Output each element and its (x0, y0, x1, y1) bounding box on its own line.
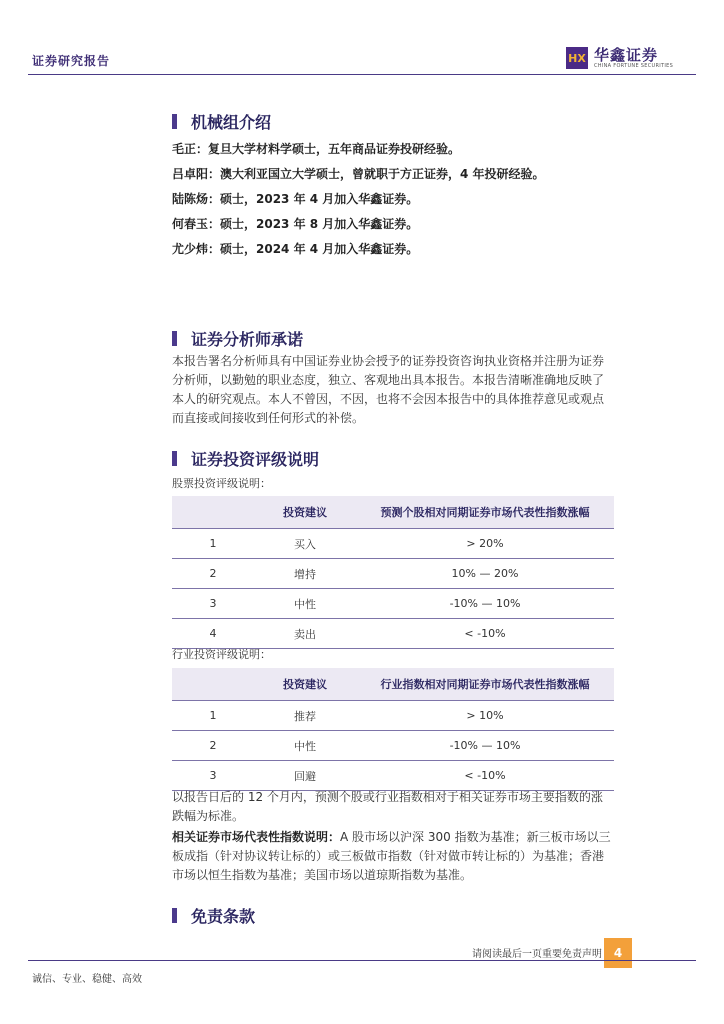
table-cell: < -10% (356, 619, 614, 649)
table-row (172, 589, 614, 619)
index-description-text: A 股市场以沪深 300 指数为基准；新三板市场以三板成指（针对协议转让标的）或三板做市指数（针对做市转让标的）为基准；香港市场以恒生指数为基准；美国市场以道琼斯指数为基准。 (172, 830, 611, 882)
footer-motto: 诚信、专业、稳健、高效 (32, 974, 142, 985)
table-row (172, 559, 614, 589)
table-row (172, 731, 614, 761)
table-header-cell (172, 496, 254, 529)
industry-rating-table (172, 668, 614, 791)
table-row (172, 529, 614, 559)
table-cell: 中性 (254, 589, 356, 619)
team-section-title: 机械组介绍 (191, 113, 272, 132)
table-header-cell: 预测个股相对同期证券市场代表性指数涨幅 (356, 496, 614, 529)
table-cell: 回避 (254, 761, 356, 791)
stock-rating-table (172, 496, 614, 649)
logo-mark-icon: HX (566, 47, 588, 69)
logo-name-en: CHINA FORTUNE SECURITIES (594, 63, 674, 69)
table-cell: 2 (172, 559, 254, 589)
table-cell: > 20% (356, 529, 614, 559)
disclaimer-section-title: 免责条款 (191, 907, 256, 926)
footer-divider (28, 960, 696, 961)
header-divider (28, 74, 696, 75)
table-cell: 中性 (254, 731, 356, 761)
commitment-section-title: 证券分析师承诺 (191, 330, 304, 349)
table-row (172, 701, 614, 731)
team-member: 毛正：复旦大学材料学硕士，五年商品证券投研经验。 (172, 142, 461, 156)
table-cell: 4 (172, 619, 254, 649)
stock-rating-subtitle: 股票投资评级说明： (172, 477, 271, 490)
table-header-cell (172, 668, 254, 701)
team-member: 尤少炜：硕士，2024 年 4 月加入华鑫证券。 (172, 242, 419, 256)
rating-note: 以报告日后的 12 个月内，预测个股或行业指数相对于相关证券市场主要指数的涨跌幅为标准。 (172, 790, 603, 823)
table-header-row (172, 668, 614, 701)
index-description (172, 828, 612, 885)
team-member: 陆陈炀：硕士，2023 年 4 月加入华鑫证券。 (172, 192, 419, 206)
logo-name-cn: 华鑫证券 (594, 46, 659, 64)
table-cell: -10% — 10% (356, 589, 614, 619)
table-cell: 2 (172, 731, 254, 761)
section-bar-icon (172, 451, 177, 466)
table-header-cell: 投资建议 (254, 496, 356, 529)
table-cell: > 10% (356, 701, 614, 731)
table-cell: 1 (172, 529, 254, 559)
table-row (172, 619, 614, 649)
team-member: 何春玉：硕士，2023 年 8 月加入华鑫证券。 (172, 217, 419, 231)
index-description-lead: 相关证券市场代表性指数说明： (172, 830, 341, 844)
table-cell: 3 (172, 761, 254, 791)
table-cell: 10% — 20% (356, 559, 614, 589)
footer-disclaimer-note: 请阅读最后一页重要免责声明 (472, 949, 602, 960)
table-row (172, 761, 614, 791)
table-cell: 买入 (254, 529, 356, 559)
table-header-cell: 投资建议 (254, 668, 356, 701)
rating-section-title: 证券投资评级说明 (191, 450, 320, 469)
table-cell: 1 (172, 701, 254, 731)
table-header-cell: 行业指数相对同期证券市场代表性指数涨幅 (356, 668, 614, 701)
team-section-heading (172, 110, 271, 133)
section-bar-icon (172, 331, 177, 346)
page-number: 4 (604, 938, 632, 968)
table-header-row (172, 496, 614, 529)
table-cell: < -10% (356, 761, 614, 791)
table-cell: 3 (172, 589, 254, 619)
company-logo (566, 47, 673, 69)
section-bar-icon (172, 114, 177, 129)
report-type-label: 证券研究报告 (32, 54, 111, 68)
industry-rating-subtitle: 行业投资评级说明： (172, 648, 271, 661)
commitment-section-heading (172, 327, 303, 350)
commitment-text: 本报告署名分析师具有中国证券业协会授予的证券投资咨询执业资格并注册为证券分析师，以勤勉的职业态度，独立、客观地出具本报告。本报告清晰准确地反映了本人的研究观点。本人不曾因，不因，也将不会因本报告中的具体推荐意见或观点而直接或间接收到任何形式的补偿。 (172, 354, 605, 425)
disclaimer-section-heading (172, 904, 255, 927)
table-cell: 卖出 (254, 619, 356, 649)
team-member: 吕卓阳：澳大利亚国立大学硕士，曾就职于方正证券，4 年投研经验。 (172, 167, 545, 181)
section-bar-icon (172, 908, 177, 923)
table-cell: -10% — 10% (356, 731, 614, 761)
table-cell: 增持 (254, 559, 356, 589)
rating-section-heading (172, 447, 319, 470)
table-cell: 推荐 (254, 701, 356, 731)
